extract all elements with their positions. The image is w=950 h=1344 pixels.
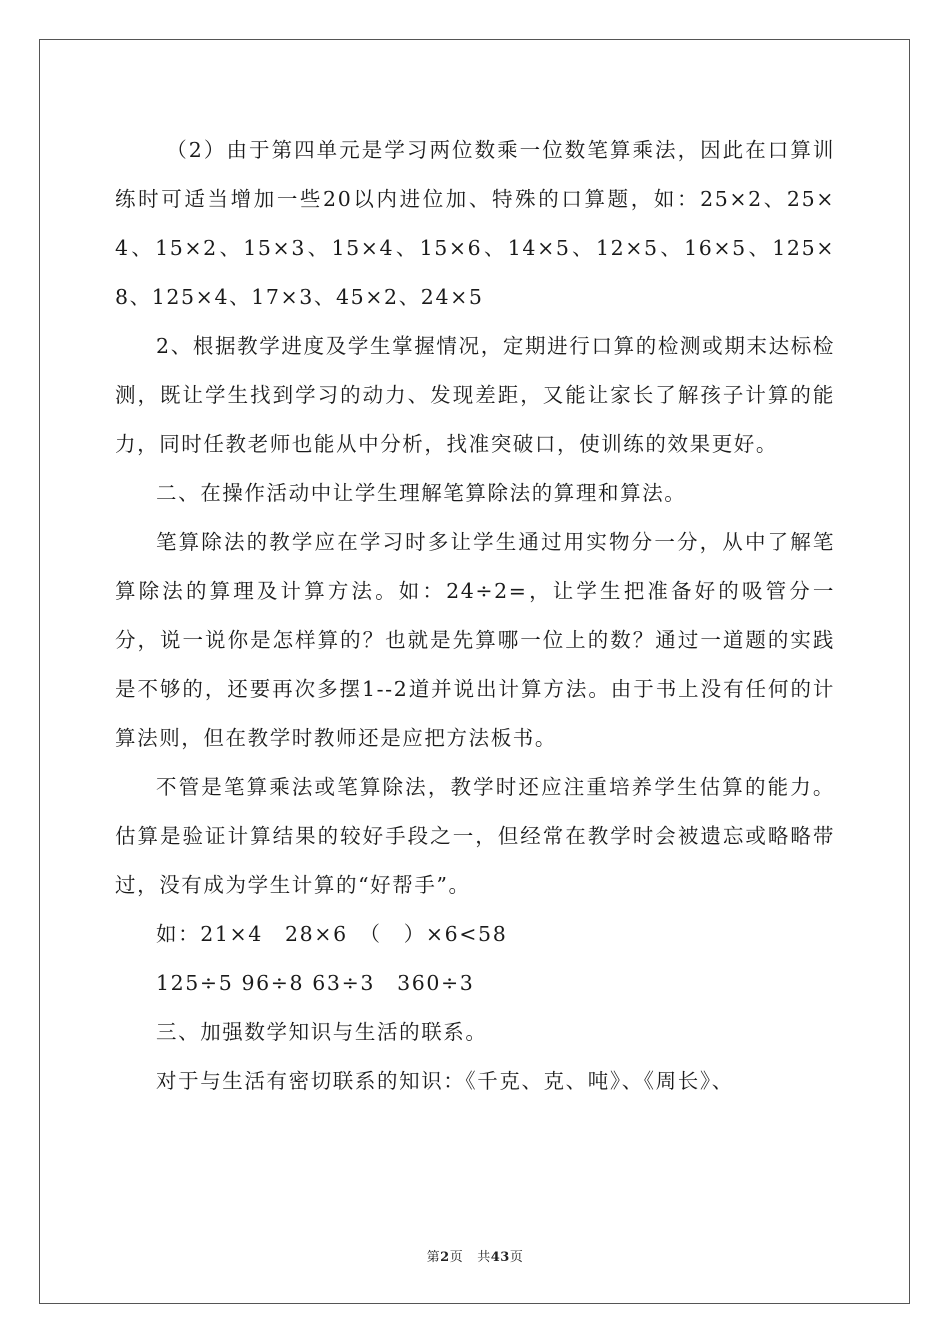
section-heading-division: 二、在操作活动中让学生理解笔算除法的算理和算法。	[156, 481, 687, 505]
paragraph-oral-calc-examples: （2）由于第四单元是学习两位数乘一位数笔算乘法，因此在口算训练时可适当增加一些20以内进位加、特殊的口算题，如：25×2、25×4、15×2、15×3、15×4、15×6、14×5、12×5、16×5、125×8、125×4、17×3、45×2、24×5	[115, 138, 835, 309]
page-footer	[0, 1246, 950, 1265]
footer-total-prefix: 共	[477, 1250, 491, 1265]
document-body	[115, 126, 835, 1106]
paragraph-estimation: 不管是笔算乘法或笔算除法，教学时还应注重培养学生估算的能力。估算是验证计算结果的较好手段之一，但经常在教学时会被遗忘或略略带过，没有成为学生计算的“好帮手”。	[115, 775, 835, 897]
footer-total-number: 43	[490, 1250, 510, 1265]
paragraph-regular-testing: 2、根据教学进度及学生掌握情况，定期进行口算的检测或期末达标检测，既让学生找到学习的动力、发现差距，又能让家长了解孩子计算的能力，同时任教老师也能从中分析，找准突破口，使训练的效果更好。	[115, 334, 835, 456]
footer-page-number: 2	[440, 1250, 450, 1265]
section-heading-life-connection: 三、加强数学知识与生活的联系。	[156, 1020, 488, 1044]
footer-page-suffix: 页	[449, 1250, 464, 1265]
paragraph-life-knowledge: 对于与生活有密切联系的知识：《千克、克、吨》、《周长》、	[156, 1069, 734, 1093]
paragraph-division-teaching: 笔算除法的教学应在学习时多让学生通过用实物分一分，从中了解笔算除法的算理及计算方法。如：24÷2=，让学生把准备好的吸管分一分，说一说你是怎样算的？也就是先算哪一位上的数？通过一道题的实践是不够的，还要再次多摆1--2道并说出计算方法。由于书上没有任何的计算法则，但在教学时教师还是应把方法板书。	[115, 530, 835, 750]
footer-page-prefix: 第	[426, 1250, 441, 1265]
footer-total-suffix: 页	[509, 1250, 524, 1265]
example-line-multiplication: 如：21×4 28×6 （ ）×6<58	[156, 922, 508, 946]
example-line-division: 125÷5 96÷8 63÷3 360÷3	[156, 971, 475, 995]
